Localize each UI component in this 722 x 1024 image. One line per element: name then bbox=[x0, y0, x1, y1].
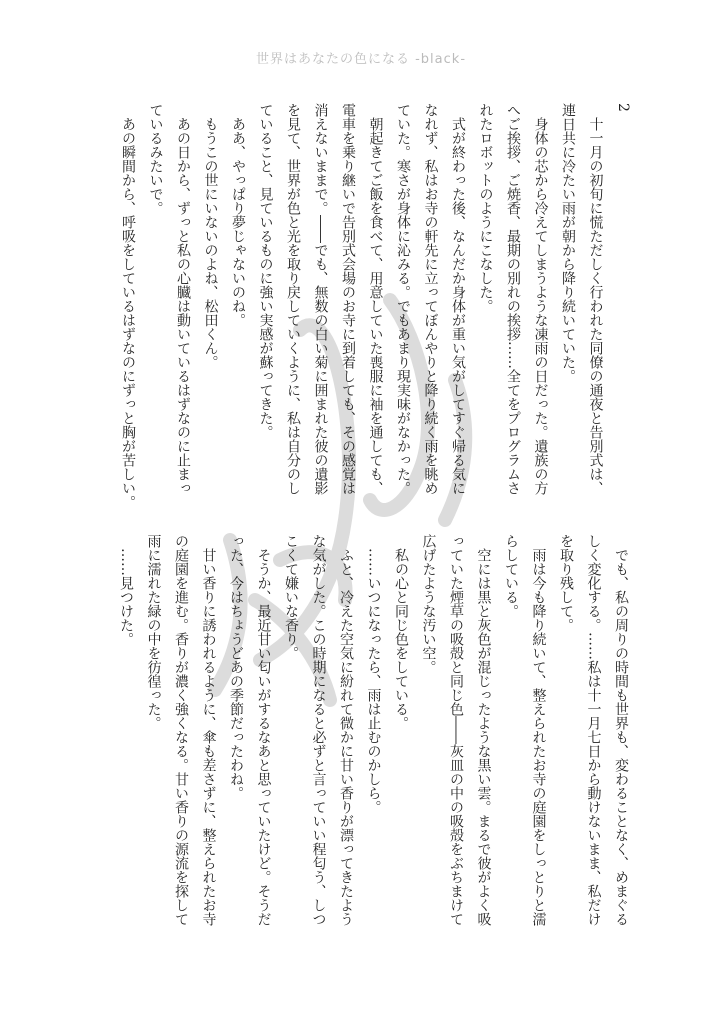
text-line: あの瞬間から、呼吸をしているはずなのにずっと胸が苦しい。 bbox=[120, 103, 136, 509]
text-line: らしている。 bbox=[503, 534, 519, 618]
text-line: こくて嫌いな香り。 bbox=[283, 534, 299, 660]
text-column-block-bottom bbox=[112, 534, 635, 926]
text-line: れたロボットのようにこなした。 bbox=[477, 103, 494, 313]
text-line: ……いつになったら、雨は止むのかしら。 bbox=[365, 534, 382, 814]
text-line: もうこの世にいないのよね、松田くん。 bbox=[202, 103, 219, 369]
text-line: へご挨拶、ご焼香、最期の別れの挨拶……全てをプログラムさ bbox=[505, 103, 521, 495]
text-line: った、今はちょうどあの季節だったわね。 bbox=[228, 534, 244, 800]
text-line: 身体の芯から冷えてしまうような凍雨の日だった。遺族の方 bbox=[532, 103, 549, 495]
text-line: 広げたような汚い空。 bbox=[420, 534, 437, 674]
text-line: 連日共に冷たい雨が朝から降り続いていた。 bbox=[560, 103, 576, 383]
text-line: の庭園を進む。香りが濃く強くなる。甘い香りの源流を探して bbox=[173, 534, 189, 926]
running-header: 世界はあなたの色になる -black- bbox=[255, 52, 467, 67]
text-line: を見て、世界が色と光を取り戻していくように、私は自分のし bbox=[285, 103, 301, 495]
text-line: ているみたいで。 bbox=[147, 103, 164, 215]
text-line: 消えないままで。――でも、無数の白い菊に囲まれた彼の遺影 bbox=[312, 103, 329, 495]
text-line: 甘い香りに誘われるように、傘も差さずに、整えられたお寺 bbox=[200, 534, 217, 926]
text-line: 十一月の初旬に慌ただしく行われた同僚の通夜と告別式は、 bbox=[587, 103, 604, 495]
text-line: ……見つけた。 bbox=[118, 534, 134, 646]
text-line: 空には黒と灰色が混じったような黒い雲。まるで彼がよく吸 bbox=[475, 534, 492, 926]
text-line: ああ、やっぱり夢じゃないのね。 bbox=[230, 103, 246, 327]
text-line: ふと、冷えた空気に紛れて微かに甘い香りが漂ってきたよう bbox=[338, 534, 354, 926]
page-number: 2 bbox=[615, 103, 631, 112]
text-line: 朝起きてご飯を食べて、用意していた喪服に袖を通しても、 bbox=[367, 103, 384, 495]
text-line: っていた煙草の吸殻と同じ色――灰皿の中の吸殻をぶちまけて bbox=[448, 534, 464, 926]
text-line: しく変化する。……私は十一月七日から動けないまま、私だけ bbox=[585, 534, 602, 926]
text-line: ていた。寒さが身体に沁みる。でもあまり現実味がなかった。 bbox=[395, 103, 411, 495]
text-line: そうか、最近甘い匂いがするなあと思っていたけど。そうだ bbox=[255, 534, 272, 926]
text-line: あの日から、ずっと私の心臓は動いているはずなのに止まっ bbox=[175, 103, 191, 495]
text-line: なれず、私はお寺の軒先に立ってぼんやりと降り続く雨を眺め bbox=[422, 103, 439, 495]
text-line: 私の心と同じ色をしている。 bbox=[393, 534, 409, 730]
text-line: 電車を乗り継いで告別式会場のお寺に到着しても、その感覚は bbox=[340, 103, 356, 495]
text-line: な気がした。この時期になると必ずと言っていい程匂う、しつ bbox=[310, 534, 327, 926]
text-line: ていること、見ているものに強い実感が蘇ってきた。 bbox=[257, 103, 274, 439]
text-column-block-top bbox=[114, 103, 637, 509]
text-line: 雨は今も降り続いて、整えられたお寺の庭園をしっとりと濡 bbox=[530, 534, 547, 926]
text-line: を取り残して。 bbox=[558, 534, 574, 632]
text-line: 式が終わった後、なんだか身体が重い気がしてすぐ帰る気に bbox=[450, 103, 466, 495]
text-line: 雨に濡れた緑の中を彷徨った。 bbox=[145, 534, 162, 730]
text-line: でも、私の周りの時間も世界も、変わることなく、めまぐる bbox=[613, 534, 629, 926]
